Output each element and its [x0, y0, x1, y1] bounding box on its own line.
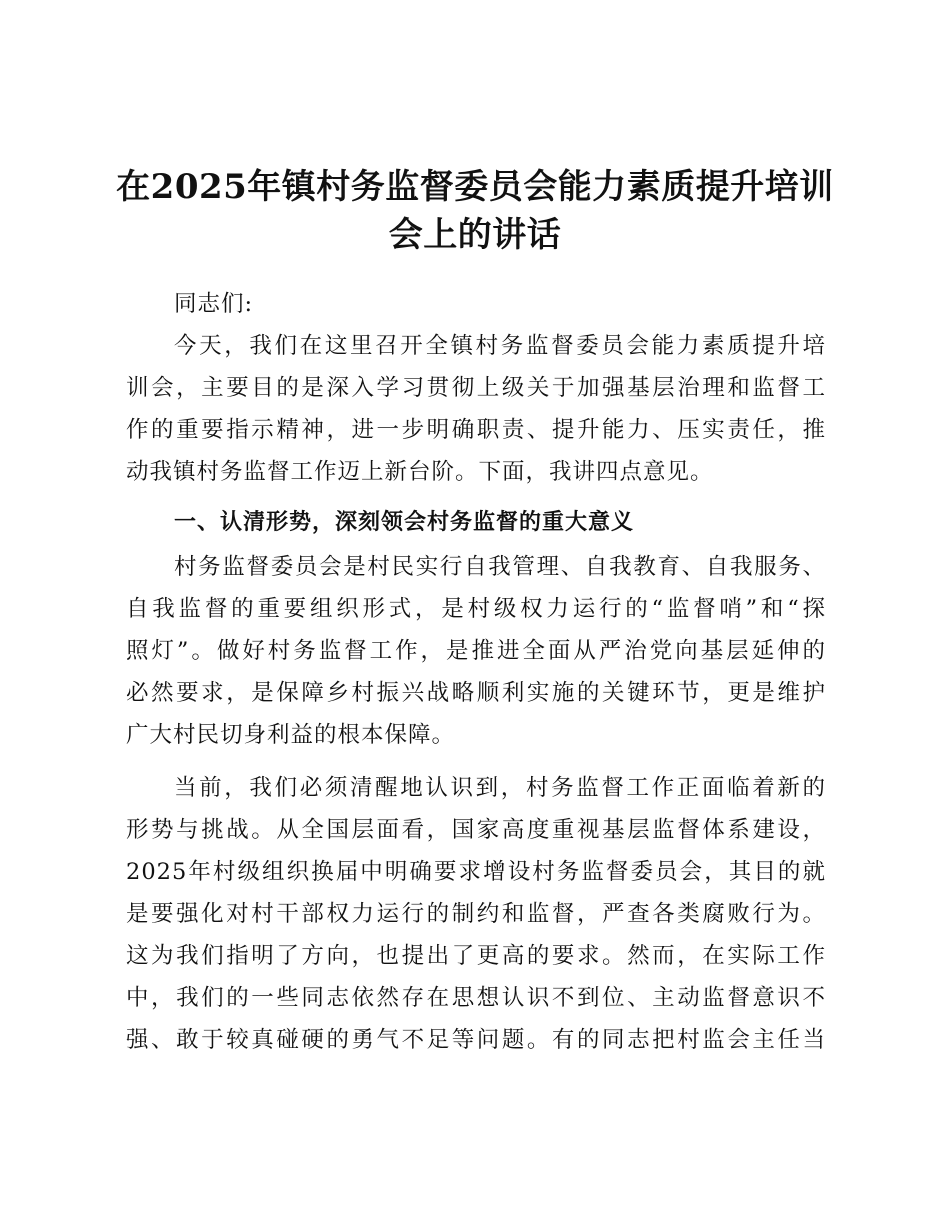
paragraph-1-line: 训会，主要目的是深入学习贯彻上级关于加强基层治理和监督工 — [126, 375, 826, 401]
paragraph-2 — [126, 546, 826, 756]
title-line-1: 在2025年镇村务监督委员会能力素质提升培训 — [116, 167, 834, 207]
paragraph-3 — [126, 767, 826, 1061]
paragraph-1-line: 作的重要指示精神，进一步明确职责、提升能力、压实责任，推 — [126, 417, 826, 443]
paragraph-2-line: 村务监督委员会是村民实行自我管理、自我教育、自我服务、 — [174, 554, 826, 580]
document-title — [110, 163, 840, 259]
paragraph-2-line: 必然要求，是保障乡村振兴战略顺利实施的关键环节，更是维护 — [126, 680, 826, 706]
paragraph-2-line: 照灯”。做好村务监督工作，是推进全面从严治党向基层延伸的 — [126, 638, 826, 664]
title-line-2: 会上的讲话 — [388, 215, 562, 255]
paragraph-3-line: 这为我们指明了方向，也提出了更高的要求。然而，在实际工作 — [126, 943, 826, 969]
paragraph-3-line: 形势与挑战。从全国层面看，国家高度重视基层监督体系建设， — [126, 817, 826, 843]
paragraph-1-line: 动我镇村务监督工作迈上新台阶。下面，我讲四点意见。 — [126, 459, 714, 485]
paragraph-1 — [126, 325, 826, 493]
paragraph-3-line: 强、敢于较真碰硬的勇气不足等问题。有的同志把村监会主任当 — [126, 1027, 826, 1053]
salutation: 同志们: — [174, 291, 254, 317]
section-heading-1: 一、认清形势，深刻领会村务监督的重大意义 — [174, 510, 635, 535]
paragraph-2-line: 广大村民切身利益的根本保障。 — [126, 722, 456, 748]
paragraph-3-line: 中，我们的一些同志依然存在思想认识不到位、主动监督意识不 — [126, 985, 826, 1011]
paragraph-3-line: 是要强化对村干部权力运行的制约和监督，严查各类腐败行为。 — [126, 901, 826, 927]
paragraph-2-line: 自我监督的重要组织形式，是村级权力运行的“监督哨”和“探 — [126, 596, 826, 622]
paragraph-3-line: 2025年村级组织换届中明确要求增设村务监督委员会，其目的就 — [126, 859, 826, 885]
paragraph-1-line: 今天，我们在这里召开全镇村务监督委员会能力素质提升培 — [174, 333, 826, 359]
paragraph-3-line: 当前，我们必须清醒地认识到，村务监督工作正面临着新的 — [174, 775, 826, 801]
